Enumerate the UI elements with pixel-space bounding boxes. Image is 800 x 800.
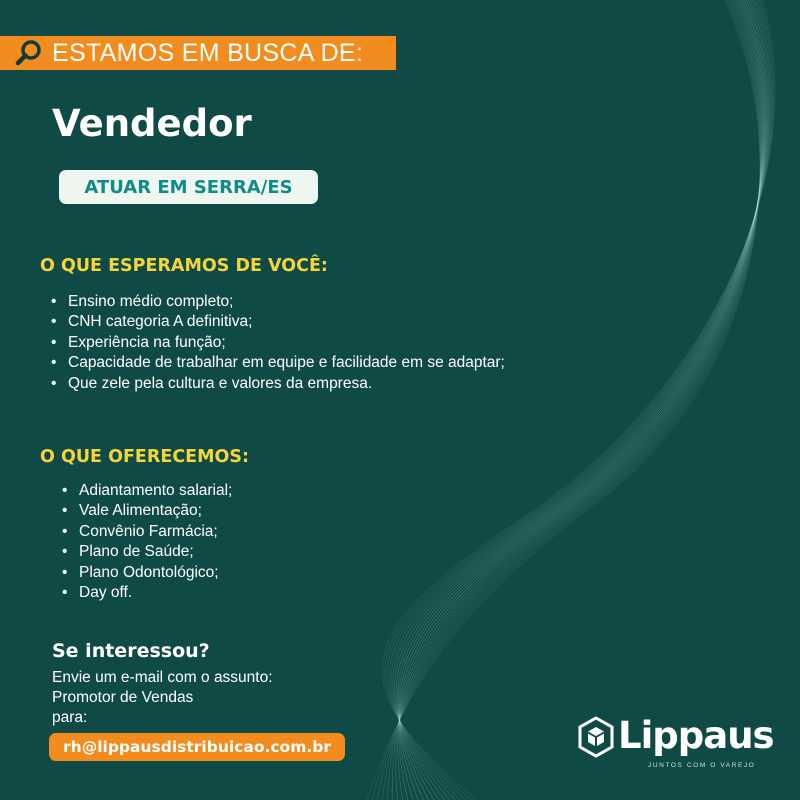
wave-line xyxy=(387,0,761,800)
benefits-heading: O QUE OFERECEMOS: xyxy=(40,447,250,467)
requirements-list xyxy=(51,292,531,394)
wave-line xyxy=(399,0,764,800)
contact-heading: Se interessou? xyxy=(52,640,210,662)
list-item: • Adiantamento salarial; xyxy=(62,481,362,501)
wave-line xyxy=(396,0,768,800)
banner-text: ESTAMOS EM BUSCA DE: xyxy=(52,38,364,67)
requirements-heading: O QUE ESPERAMOS DE VOCÊ: xyxy=(40,256,328,276)
wave-line xyxy=(398,0,766,800)
wave-line xyxy=(399,0,763,800)
wave-line xyxy=(380,0,761,800)
wave-line xyxy=(389,0,772,800)
wave-line xyxy=(399,0,765,800)
list-item: • Convênio Farmácia; xyxy=(62,522,362,542)
wave-line xyxy=(385,0,774,800)
wave-line xyxy=(382,0,775,800)
contact-to-label: para: xyxy=(52,709,88,726)
wave-line xyxy=(394,0,768,800)
wave-line xyxy=(393,0,770,800)
brand-tagline: JUNTOS COM O VAREJO xyxy=(648,762,756,769)
job-title: Vendedor xyxy=(52,102,252,145)
list-item: • Capacidade de trabalhar em equipe e facilidade em se adaptar; xyxy=(51,353,531,373)
cube-logo-icon xyxy=(578,716,614,758)
wave-line xyxy=(396,0,762,800)
magnifier-icon xyxy=(14,38,44,68)
wave-line xyxy=(387,0,773,800)
list-item: • Ensino médio completo; xyxy=(51,292,531,312)
list-item: • Plano de Saúde; xyxy=(62,542,362,562)
wave-line xyxy=(367,0,761,800)
list-item: • Plano Odontológico; xyxy=(62,563,362,583)
list-item: • Experiência na função; xyxy=(51,333,531,353)
list-item: • Vale Alimentação; xyxy=(62,501,362,521)
list-item: • CNH categoria A definitiva; xyxy=(51,312,531,332)
wave-line xyxy=(397,0,767,800)
email-link[interactable]: rh@lippausdistribuicao.com.br xyxy=(49,733,345,761)
location-badge: ATUAR EM SERRA/ES xyxy=(59,170,318,204)
email-subject: Promotor de Vendas xyxy=(52,689,194,706)
wave-line xyxy=(392,0,761,800)
list-item: • Que zele pela cultura e valores da empresa. xyxy=(51,374,531,394)
benefits-list xyxy=(62,481,362,603)
wave-line xyxy=(399,0,763,800)
wave-line xyxy=(391,0,771,800)
wave-line xyxy=(373,0,760,800)
contact-instructions: Envie um e-mail com o assunto: xyxy=(52,669,273,686)
search-banner xyxy=(0,36,396,70)
wave-line xyxy=(398,0,763,800)
brand-logo xyxy=(578,714,778,774)
brand-name: Lippaus xyxy=(618,714,774,757)
list-item: • Day off. xyxy=(62,583,362,603)
